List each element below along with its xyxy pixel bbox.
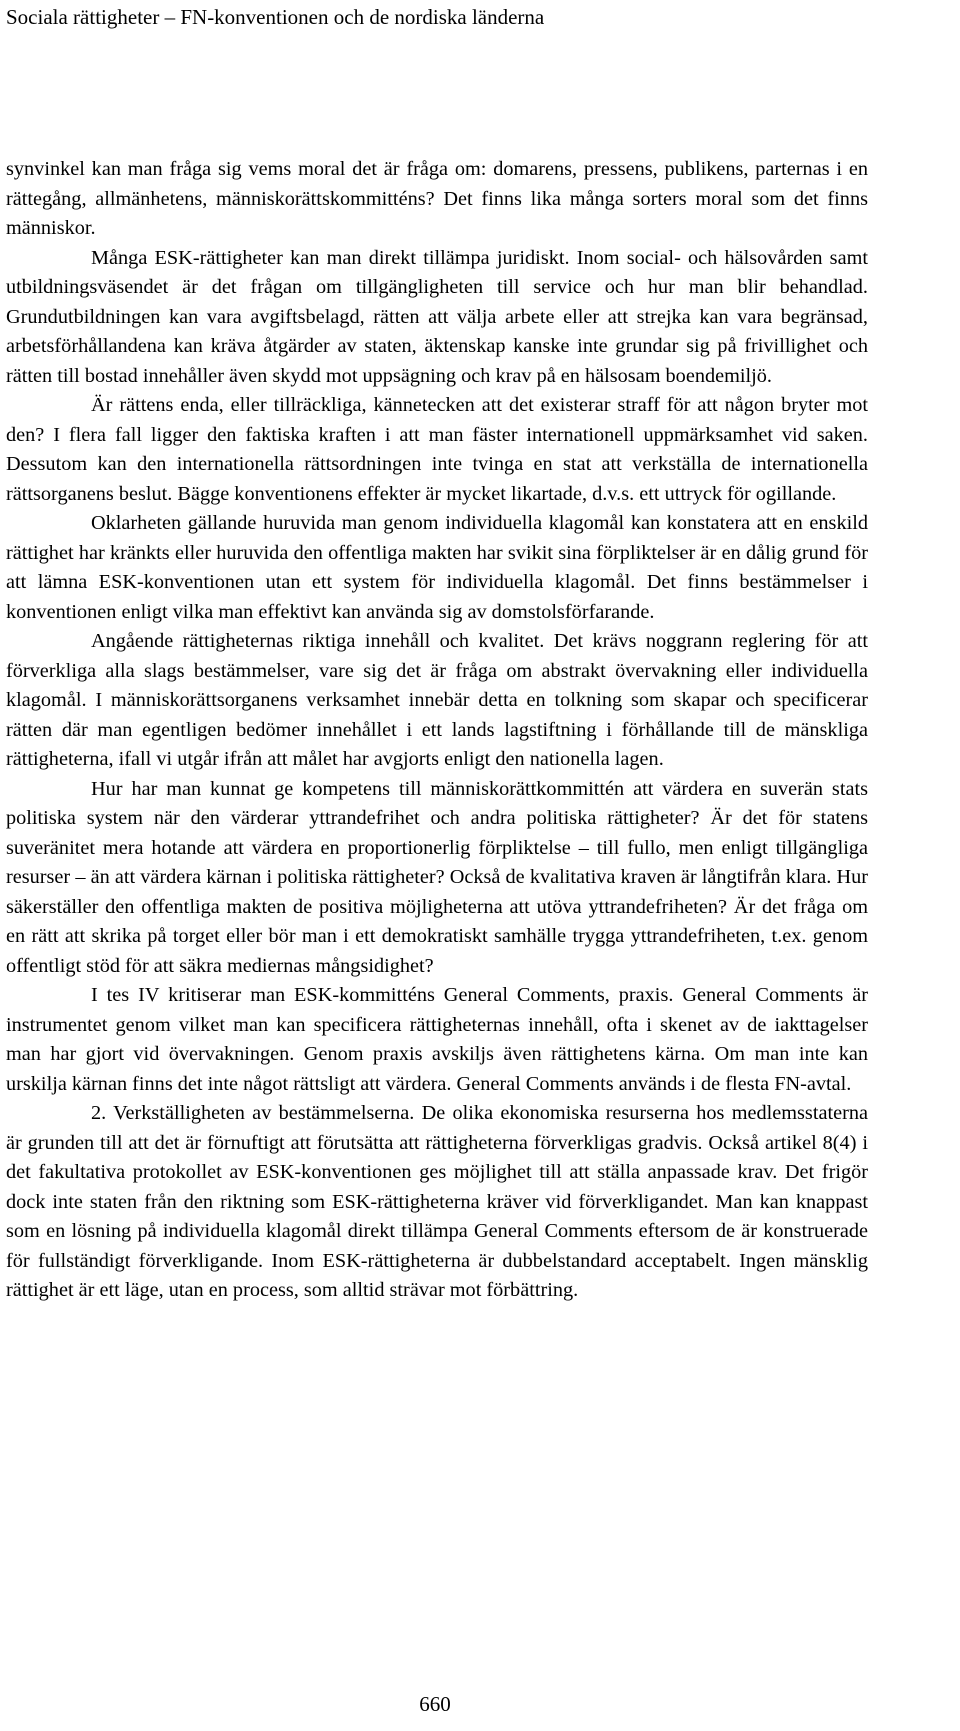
paragraph: synvinkel kan man fråga sig vems moral det är fråga om: domarens, pressens, publikens, parternas i en rättegång, allmänhetens, människorättskommitténs? Det finns lika många sorters moral som det finns människor. <box>6 158 868 239</box>
paragraph: 2. Verkställigheten av bestämmelserna. De olika ekonomiska resurserna hos medlemsstaterna är grunden till att det är förnuftigt att förutsätta att rättigheterna förverkligas gradvis. Också artikel 8(4) i det fakultativa protokollet av ESK-konventionen ges möjlighet till att ställa anpassade krav. Det frigör dock inte staten från den riktning som ESK-rättigheterna kräver vid förverkligandet. Man kan knappast som en lösning på individuella klagomål direkt tillämpa General Comments eftersom de är konstruerade för fullständigt förverkligande. Inom ESK-rättigheterna är dubbelstandard acceptabelt. Ingen mänsklig rättighet är ett läge, utan en process, som alltid strävar mot förbättring. <box>6 1102 868 1301</box>
paragraph: I tes IV kritiserar man ESK-kommitténs General Comments, praxis. General Comments är instrumentet genom vilket man kan specificera rättigheternas innehåll, ofta i skenet av de iakttagelser man har gjort vid övervakningen. Genom praxis avskiljs även rättighetens kärna. Om man inte kan urskilja kärnan finns det inte något rättsligt att värdera. General Comments används i de flesta FN-avtal. <box>6 984 868 1095</box>
page-number: 660 <box>419 1692 451 1716</box>
body-text <box>6 155 868 1306</box>
paragraph: Många ESK-rättigheter kan man direkt tillämpa juridiskt. Inom social- och hälsovården samt utbildningsväsendet är det frågan om tillgängligheten till service och hur man blir behandlad. Grundutbildningen kan vara avgiftsbelagd, rätten att välja arbete eller att strejka kan vara begränsad, arbetsförhållandena kan kräva åtgärder av staten, äktenskap kanske inte grundar sig på frivillighet och rätten till bostad innehåller även skydd mot uppsägning och krav på en hälsosam boendemiljö. <box>6 246 868 387</box>
paragraph: Är rättens enda, eller tillräckliga, kännetecken att det existerar straff för att någon bryter mot den? I flera fall ligger den faktiska kraften i att man fäster internationell uppmärksamhet vid saken. Dessutom kan den internationella rättsordningen inte tvinga en stat att verkställa de internationella rättsorganens beslut. Bägge konventionens effekter är mycket likartade, d.v.s. ett uttryck för ogillande. <box>6 394 868 505</box>
paragraph: Oklarheten gällande huruvida man genom individuella klagomål kan konstatera att en enskild rättighet har kränkts eller huruvida den offentliga makten har svikit sina förpliktelser är en dålig grund för att lämna ESK-konventionen utan ett system för individuella klagomål. Det finns bestämmelser i konventionen enligt vilka man effektivt kan använda sig av domstolsförfarande. <box>6 512 868 623</box>
paragraph: Hur har man kunnat ge kompetens till människorättkommittén att värdera en suverän stats politiska system när den värderar yttrandefrihet och andra politiska rättigheter? Är det för statens suveränitet mera hotande att värdera en proportionerlig förpliktelse – till fullo, men enligt tillgängliga resurser – än att värdera kärnan i politiska rättigheter? Också de kvalitativa kraven är långtifrån klara. Hur säkerställer den offentliga makten de positiva möjligheterna att utöva yttrandefriheten? Är det fråga om en rätt att skrika på torget eller bör man i ett demokratiskt samhälle trygga yttrandefriheten, t.ex. genom offentligt stöd för att säkra mediernas mångsidighet? <box>6 777 868 977</box>
running-header: Sociala rättigheter – FN-konventionen och de nordiska länderna <box>6 5 545 29</box>
paragraph: Angående rättigheternas riktiga innehåll och kvalitet. Det krävs noggrann reglering för att förverkliga alla slags bestämmelser, vare sig det är fråga om abstrakt övervakning eller individuella klagomål. I människorättsorganens verksamhet innebär detta en tolkning som skapar och specificerar rätten där man egentligen bedömer innehållet i ett lands lagstiftning i förhållande till de mänskliga rättigheterna, ifall vi utgår ifrån att målet har avgjorts enligt den nationella lagen. <box>6 630 868 770</box>
